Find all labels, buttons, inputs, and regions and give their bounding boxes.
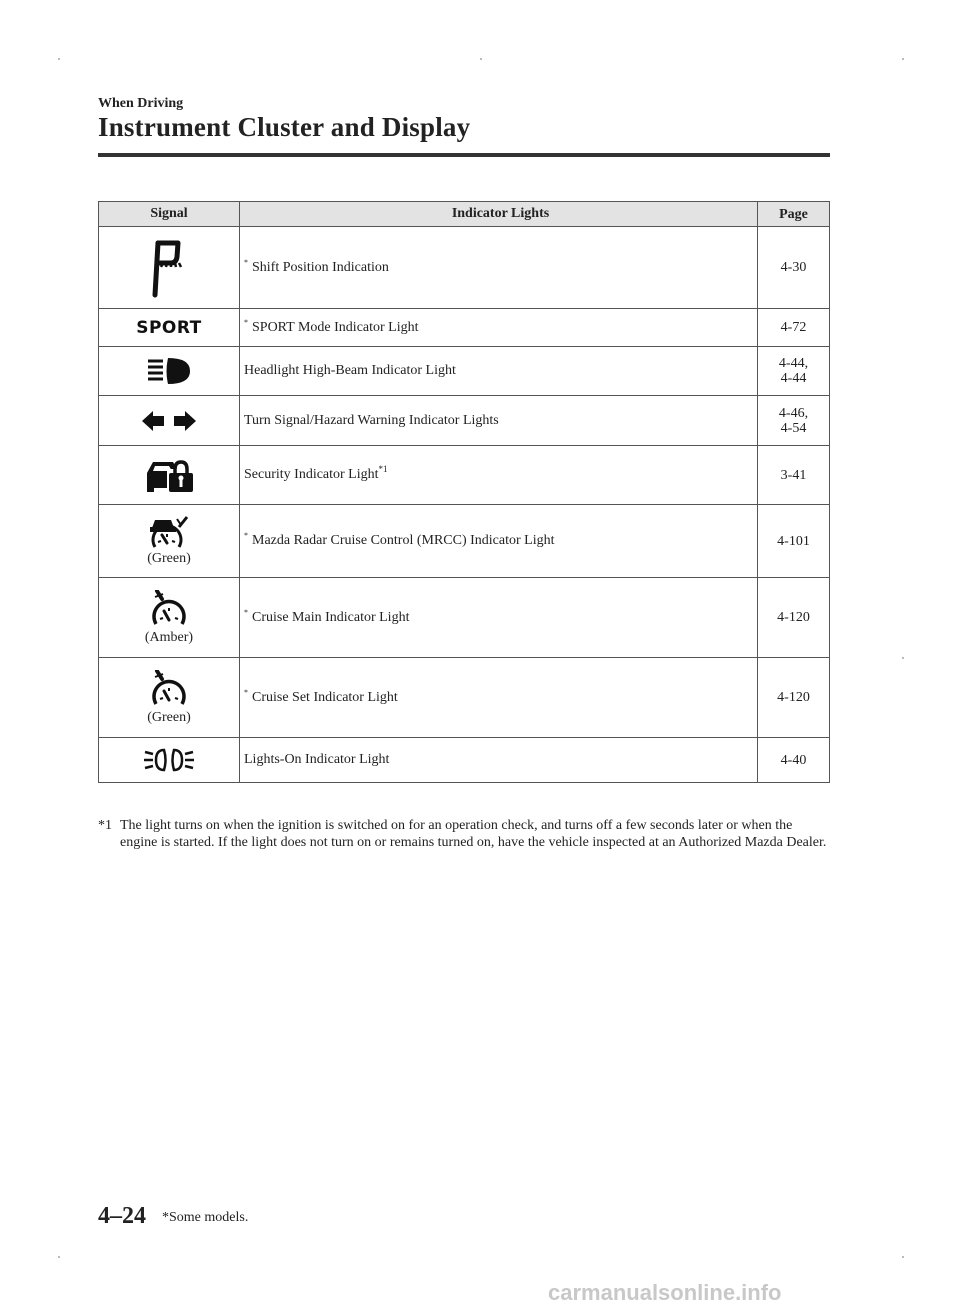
table-header-row xyxy=(99,202,830,227)
indicator-label: Cruise Main Indicator Light xyxy=(252,609,410,625)
some-models-asterisk: * xyxy=(244,257,248,267)
signal-color-label: (Green) xyxy=(147,709,191,725)
signal-cell xyxy=(99,227,240,309)
page-number: 4–24 xyxy=(98,1203,146,1229)
cruise-set-icon xyxy=(149,670,189,708)
table-row xyxy=(99,309,830,347)
page-reference: 4-120 xyxy=(758,658,830,738)
footnote-text: The light turns on when the ignition is switched on for an operation check, and turns off a few seconds later or when the engine is started. If the light does not turn on or remains turned on, have the vehicle inspected at an Authorized Mazda Dealer. xyxy=(120,818,827,850)
indicator-label: Headlight High-Beam Indicator Light xyxy=(244,363,456,378)
page-reference: 4-30 xyxy=(758,227,830,309)
page-reference xyxy=(758,396,830,446)
page-reference-line: 4-44, xyxy=(778,356,809,371)
crop-mark xyxy=(902,58,904,60)
indicator-label: Lights-On Indicator Light xyxy=(244,752,390,767)
footnote-reference: *1 xyxy=(378,464,388,474)
indicator-description xyxy=(240,227,758,309)
table-row xyxy=(99,347,830,396)
indicator-description xyxy=(240,309,758,347)
indicator-description xyxy=(240,658,758,738)
signal-cell xyxy=(99,738,240,783)
cruise-main-icon xyxy=(149,590,189,628)
page-reference: 4-101 xyxy=(758,505,830,578)
shift-position-p-icon xyxy=(147,237,191,299)
page-reference-line: 4-44 xyxy=(780,371,807,386)
signal-color-label: (Green) xyxy=(147,551,191,566)
footnote-mark: *1 xyxy=(98,818,112,833)
watermark: carmanualsonline.info xyxy=(548,1280,782,1305)
page-reference: 4-40 xyxy=(758,738,830,783)
signal-cell xyxy=(99,658,240,738)
signal-cell xyxy=(99,446,240,505)
indicator-description xyxy=(240,738,758,783)
indicator-label: Shift Position Indication xyxy=(252,259,389,275)
indicator-label: Turn Signal/Hazard Warning Indicator Lights xyxy=(244,412,499,428)
page-reference: 3-41 xyxy=(758,446,830,505)
page-reference: 4-120 xyxy=(758,578,830,658)
indicator-label: SPORT Mode Indicator Light xyxy=(252,319,419,335)
table-row xyxy=(99,505,830,578)
table-row xyxy=(99,738,830,783)
section-label: When Driving xyxy=(98,96,184,111)
page-title: Instrument Cluster and Display xyxy=(98,112,471,142)
table-row xyxy=(99,396,830,446)
radar-cruise-icon xyxy=(147,515,191,549)
table-row xyxy=(99,658,830,738)
some-models-note: *Some models. xyxy=(162,1210,249,1225)
indicator-lights-table xyxy=(98,201,830,783)
crop-mark xyxy=(902,657,904,659)
crop-mark xyxy=(58,1256,60,1258)
indicator-description xyxy=(240,347,758,396)
turn-signal-arrows-icon xyxy=(140,409,198,433)
signal-cell xyxy=(99,347,240,396)
signal-cell xyxy=(99,578,240,658)
column-header-signal: Signal xyxy=(99,202,240,227)
crop-mark xyxy=(480,58,482,60)
crop-mark xyxy=(58,58,60,60)
security-lock-car-icon xyxy=(143,457,195,493)
lights-on-icon xyxy=(143,747,195,773)
some-models-asterisk: * xyxy=(244,531,248,540)
table-row xyxy=(99,578,830,658)
crop-mark xyxy=(902,1256,904,1258)
indicator-description xyxy=(240,396,758,446)
some-models-asterisk: * xyxy=(244,607,248,617)
indicator-description xyxy=(240,505,758,578)
signal-color-label: (Amber) xyxy=(144,629,194,645)
page-reference-line: 4-54 xyxy=(780,420,807,436)
column-header-indicator-lights: Indicator Lights xyxy=(240,202,758,227)
footnote xyxy=(98,817,830,851)
page-reference-line: 4-46, xyxy=(778,405,809,421)
indicator-description xyxy=(240,446,758,505)
table-row xyxy=(99,446,830,505)
indicator-label: Mazda Radar Cruise Control (MRCC) Indicator Light xyxy=(252,533,555,548)
page-reference xyxy=(758,347,830,396)
title-divider xyxy=(98,153,830,157)
some-models-asterisk: * xyxy=(244,687,248,697)
indicator-description xyxy=(240,578,758,658)
indicator-label: Cruise Set Indicator Light xyxy=(252,689,398,705)
high-beam-icon xyxy=(146,356,192,386)
table-row xyxy=(99,227,830,309)
indicator-label: Security Indicator Light xyxy=(244,467,379,482)
sport-mode-icon: SPORT xyxy=(136,317,202,338)
signal-cell xyxy=(99,505,240,578)
signal-cell xyxy=(99,309,240,347)
signal-cell xyxy=(99,396,240,446)
page-reference: 4-72 xyxy=(758,309,830,347)
column-header-page: Page xyxy=(758,202,830,227)
some-models-asterisk: * xyxy=(244,317,248,327)
